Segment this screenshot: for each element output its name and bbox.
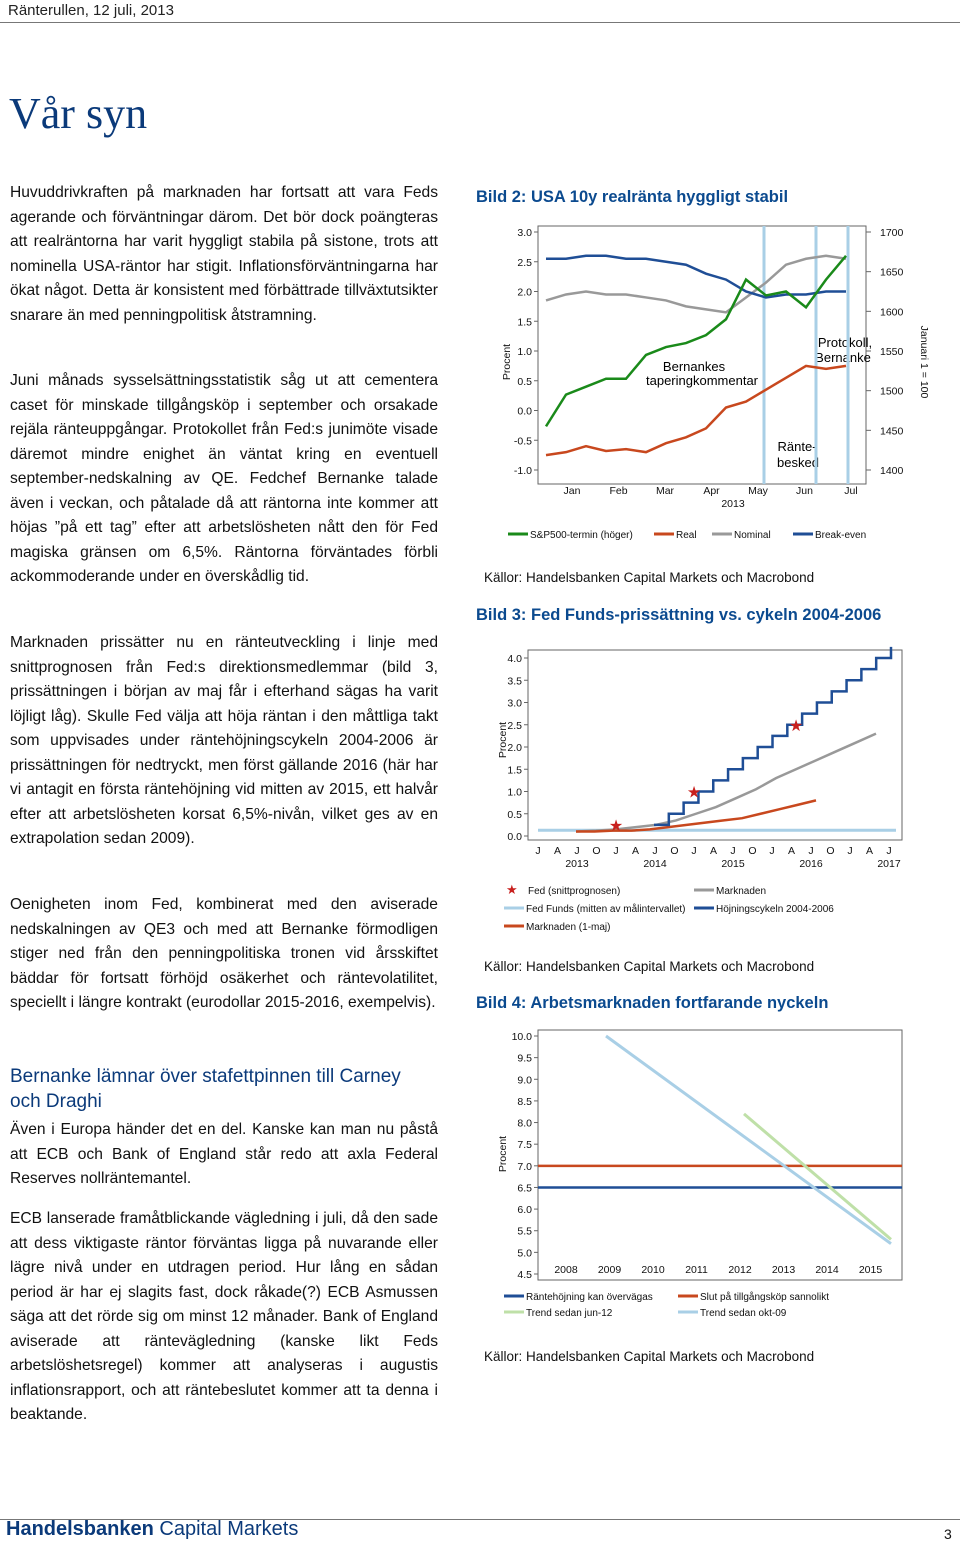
y-tick-label: 7.5: [517, 1139, 532, 1152]
x-year-label: 2014: [643, 858, 667, 870]
x-year-label: 2013: [721, 498, 745, 510]
chart4-title: Bild 4: Arbetsmarknaden fortfarande nyckeln: [476, 994, 829, 1012]
legend-ff: Fed Funds (mitten av målintervallet): [526, 904, 686, 915]
x-tick-label: A: [709, 845, 718, 857]
y-tick-label: 6.0: [517, 1204, 532, 1217]
legend-sp500: S&P500-termin (höger): [530, 530, 633, 541]
x-tick-label: 2015: [858, 1264, 883, 1276]
x-tick-label: 2008: [554, 1264, 578, 1276]
x-tick-label: Apr: [703, 485, 720, 497]
x-tick-label: A: [865, 845, 874, 857]
running-header: Ränterullen, 12 juli, 2013: [8, 2, 174, 19]
y-right-axis-label: Januari 1 = 100: [918, 325, 930, 399]
y-tick-label: -0.5: [513, 435, 532, 448]
chart4-source: Källor: Handelsbanken Capital Markets och Macrobond: [484, 1349, 815, 1364]
legend-may: Marknaden (1-maj): [526, 922, 611, 933]
x-year-label: 2017: [877, 858, 901, 870]
legend-trend1: Trend sedan jun-12: [526, 1308, 613, 1319]
x-tick-label: J: [652, 845, 658, 857]
y-right-tick-label: 1600: [880, 306, 904, 319]
chart3-title: Bild 3: Fed Funds-prissättning vs. cykeln 2004-2006: [476, 606, 882, 624]
legend-hike: Räntehöjning kan övervägas: [526, 1292, 653, 1303]
paragraph-4: Oenigheten inom Fed, kombinerat med den aviserade nedskalningen av QE3 och med att Bernanke förmodligen stiger ned från den penningpolitiska tronen vid årsskiftet bäddar för fortsatt förhöjd osäkerhet och räntevolatilitet, speciellt i längre kontrakt (eurodollar 2015-2016, exempelvis).: [10, 896, 438, 1011]
legend-breakeven: Break-even: [815, 530, 867, 541]
page-title: Vår syn: [9, 89, 148, 138]
x-tick-label: Mar: [655, 485, 675, 497]
y-tick-label: 8.5: [517, 1095, 532, 1108]
x-year-label: 2016: [799, 858, 823, 870]
legend-nominal: Nominal: [734, 530, 771, 541]
plot-frame: [528, 650, 902, 840]
y-tick-label: 4.0: [507, 653, 522, 665]
y-tick-label: 6.5: [517, 1182, 532, 1195]
legend-real: Real: [676, 530, 697, 541]
plot-frame: [538, 1030, 902, 1280]
legend-trend2: Trend sedan okt-09: [700, 1308, 787, 1319]
x-tick-label: A: [553, 845, 562, 857]
y-tick-label: 10.0: [511, 1031, 532, 1043]
chart2-source: Källor: Handelsbanken Capital Markets och Macrobond: [484, 570, 815, 585]
x-tick-label: Jan: [563, 485, 581, 497]
y-right-tick-label: 1500: [880, 385, 904, 398]
x-tick-label: May: [748, 485, 768, 497]
y-tick-label: 3.5: [507, 675, 522, 688]
legend: [508, 530, 866, 541]
paragraph-1: Huvuddrivkraften på marknaden har fortsatt att vara Feds agerande och förväntningar därom. Det bör dock poängteras att realräntorna har varit hyggligt stabila på sistone, trots att nominella USA-räntor har stigit. Inflationsförväntningarna har ökat något. Detta är konsistent med förbättrade tillväxtutsikter snarare än med penningpolitisk åtstramning.: [10, 184, 438, 324]
y-tick-label: 0.0: [507, 831, 522, 843]
y-tick-label: 2.5: [517, 256, 532, 269]
y-right-tick-label: 1450: [880, 425, 904, 438]
x-tick-label: J: [574, 845, 580, 857]
paragraph-2: Juni månads sysselsättningsstatistik såg ut att cementera caset för minskade tillgångsköp i september och orsakade rejäla ränteuppgångar. Protokollet från Fed:s junimöte visade däremot mindre enighet än väntat kring en eventuell september-nedskalning av QE. Fedchef Bernanke talade även i veckan, och påtalade då att räntorna inte kommer att höjas ”på ett tag” efter att arbetslösheten nått den för Fed magiska gränsen om 6,5%. Räntorna förväntades förbli ackommoderande under en överskådlig tid.: [10, 372, 438, 585]
y-tick-label: 1.5: [507, 764, 522, 777]
y-tick-label: 9.0: [517, 1074, 532, 1087]
legend-swatch-fed-star: ★: [506, 882, 518, 897]
legend-market: Marknaden: [716, 886, 767, 897]
x-tick-label: Jun: [796, 485, 813, 497]
chart2-title: Bild 2: USA 10y realränta hyggligt stabil: [476, 188, 789, 206]
y-tick-label: 7.0: [517, 1160, 532, 1173]
x-tick-label: 2013: [771, 1264, 796, 1276]
fed-forecast-star: ★: [788, 717, 804, 735]
legend-cycle: Höjningscykeln 2004-2006: [716, 904, 834, 915]
x-tick-label: 2010: [641, 1264, 665, 1276]
x-year-label: 2013: [565, 858, 589, 870]
x-tick-label: Feb: [609, 485, 628, 497]
x-tick-label: O: [670, 845, 679, 857]
x-tick-label: J: [769, 845, 775, 857]
fed-forecast-star: ★: [608, 817, 624, 835]
paragraph-3: Marknaden prissätter nu en ränteutveckling i linje med snittprognosen från Fed:s direktionsmedlemmar (bild 3, prissättningen i början av maj får i efterhand sägas ha varit löjligt låg). Skulle Fed välja att höja räntan i den måttliga takt som uppvisades under räntehöjningscykeln 2004-2006 är prissättningen för nedtryckt, men först gällande 2016 (här har vi antagit en första räntehöjning vid mitten av 2015, ett halvår efter att arbetslösheten korsat 6,5%-nivån, vilket ges av en extrapolation sedan 2009).: [10, 634, 438, 847]
anno-besked: besked: [777, 455, 819, 470]
x-tick-label: 2011: [685, 1264, 708, 1276]
anno-rante: Ränte-: [777, 439, 817, 454]
y-tick-label: 3.0: [517, 227, 532, 239]
y-tick-label: 3.0: [507, 697, 522, 710]
anno-protokoll: Protokoll,: [817, 335, 873, 350]
anno-tapering: taperingkommentar: [646, 373, 758, 388]
legend: [504, 1291, 829, 1319]
y-right-tick-label: 1550: [880, 346, 904, 358]
y-tick-label: 8.0: [517, 1117, 532, 1130]
section-subheading: Bernanke lämnar över stafettpinnen till Carney och Draghi: [10, 1066, 401, 1112]
y-tick-label: 1.5: [517, 316, 532, 329]
x-tick-label: 2014: [815, 1264, 839, 1276]
x-tick-label: J: [691, 845, 697, 857]
chart3-source: Källor: Handelsbanken Capital Markets och Macrobond: [484, 959, 815, 974]
x-tick-label: J: [730, 845, 736, 857]
y-axis-label: Procent: [501, 343, 513, 381]
x-tick-label: A: [631, 845, 640, 857]
page-number: 3: [944, 1526, 952, 1542]
y-tick-label: 1.0: [507, 786, 522, 799]
paragraph-5: Även i Europa händer det en del. Kanske kan man nu påstå att ECB och Bank of England står redo att axla Federal Reserves nollräntemantel.: [10, 1121, 438, 1187]
y-axis-label: Procent: [497, 1135, 509, 1173]
y-tick-label: 1.0: [517, 346, 532, 358]
y-tick-label: 2.0: [517, 286, 532, 299]
fed-forecast-star: ★: [686, 784, 702, 802]
y-right-tick-label: 1700: [880, 227, 904, 239]
y-axis-label: Procent: [497, 721, 509, 759]
x-tick-label: J: [847, 845, 853, 857]
brand-logo: Handelsbanken Capital Markets: [6, 1518, 299, 1540]
y-tick-label: 0.0: [517, 405, 532, 418]
x-tick-label: 2012: [728, 1264, 752, 1276]
y-tick-label: 4.5: [517, 1269, 532, 1281]
header-rule: [0, 22, 960, 23]
y-tick-label: 5.5: [517, 1225, 532, 1238]
y-tick-label: 9.5: [517, 1052, 532, 1065]
y-tick-label: -1.0: [513, 465, 532, 477]
x-tick-label: O: [592, 845, 601, 857]
y-tick-label: 0.5: [507, 808, 522, 821]
chart-real-rate: [476, 212, 960, 552]
y-tick-label: 5.0: [517, 1247, 532, 1260]
x-tick-label: A: [787, 845, 796, 857]
y-tick-label: 0.5: [517, 375, 532, 388]
anno-bernanke: Bernanke: [815, 350, 871, 365]
x-tick-label: J: [886, 845, 892, 857]
y-right-tick-label: 1650: [880, 266, 904, 279]
legend-qe: Slut på tillgångsköp sannolikt: [700, 1292, 829, 1303]
paragraph-6: ECB lanserade framåtblickande vägledning i juli, då den sade att dess viktigaste räntor förväntas ligga på nuvarande eller lägre nivå under en utdragen period. Hur lång en sådan period är har ej slagits fast, dock råkade(?) ECB Asmussen säga att det rörde sig om minst 12 månader. Bank of England aviserade att räntevägledning (kanske likt Feds arbetslöshetsregel) kommer att analyseras i augustis inflationsrapport, och att räntebeslutet kommer att ta denna i beaktande.: [10, 1210, 438, 1423]
x-tick-label: J: [808, 845, 814, 857]
x-tick-label: J: [613, 845, 619, 857]
x-tick-label: J: [535, 845, 541, 857]
y-right-tick-label: 1400: [880, 465, 904, 477]
y-tick-label: 2.0: [507, 742, 522, 754]
y-tick-label: 2.5: [507, 719, 522, 732]
x-tick-label: Jul: [844, 485, 858, 497]
chart-fed-funds: [476, 640, 960, 940]
x-year-label: 2015: [721, 858, 745, 870]
x-tick-label: O: [826, 845, 835, 857]
x-tick-label: 2009: [597, 1264, 622, 1276]
legend: [504, 882, 834, 933]
x-tick-label: O: [748, 845, 757, 857]
chart-labor-market: [476, 1024, 960, 1324]
legend-fed: Fed (snittprognosen): [528, 886, 621, 897]
anno-bernankes: Bernankes: [662, 359, 726, 374]
